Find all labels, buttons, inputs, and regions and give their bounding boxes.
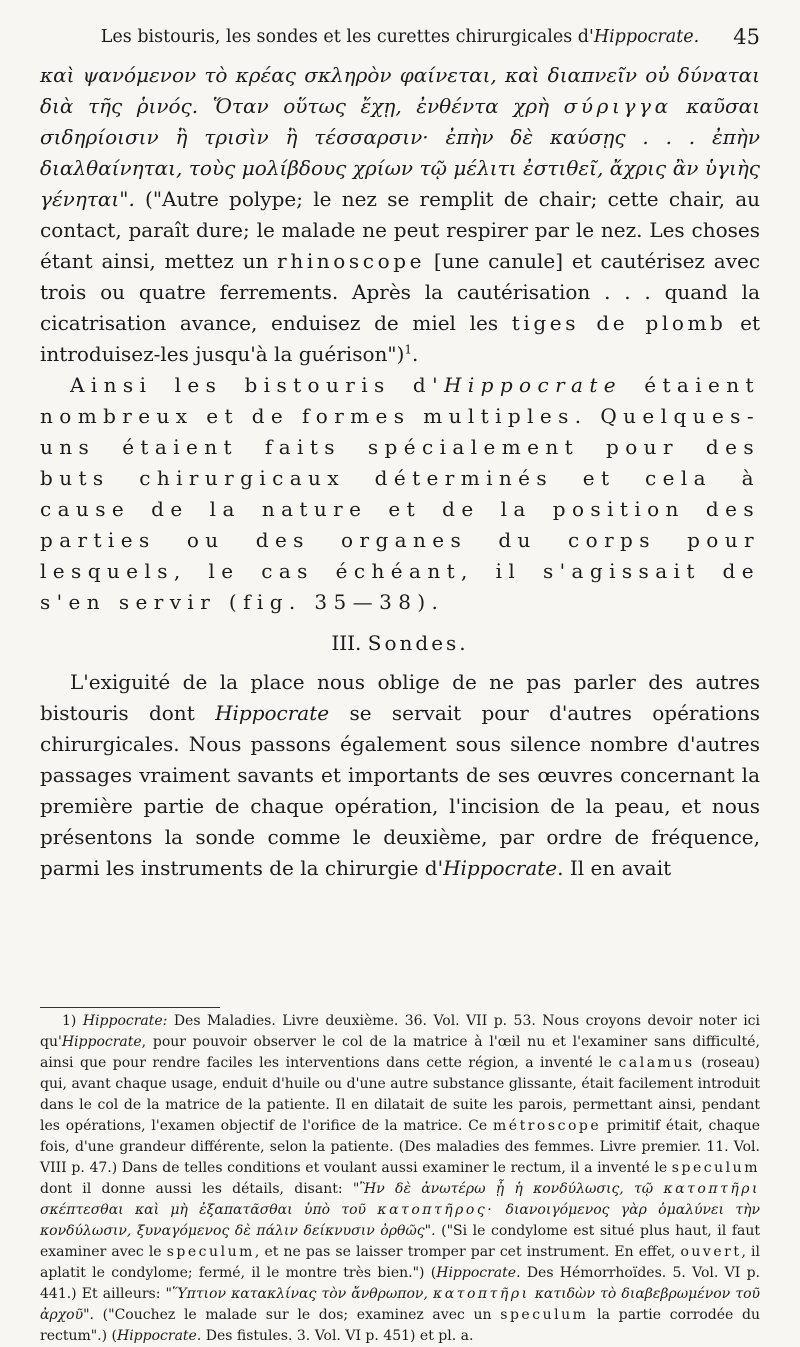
main-text [40,60,760,884]
french-translation: [une canule] et cautérisez avec trois ou quatre ferrements. Après la cautérisation . . . quand la cicatrisation avance, enduisez de miel les [40,249,761,335]
paragraph-sondes: L'exiguité de la place nous oblige de ne pas parler des autres bistouris dont Hippocrate se servait pour d'autres opérations chirurgicales. Nous passons également sous silence nombre d'autres passages vraiment savants et importants de ses œuvres concernant la première partie de chaque opération, l'incision de la peau, et nous présentons la sonde comme le deuxième, par ordre de fréquence, parmi les instruments de la chirurgie d'Hippocrate. Il en avait [40,670,761,880]
running-head [40,20,760,54]
page-number: 45 [733,25,760,49]
footnote-divider [40,1007,220,1008]
spaced-term: tiges de plomb [511,311,727,335]
running-title: Les bistouris, les sondes et les curettes chirurgicales d'Hippocrate. [100,27,700,47]
greek-text: καῦσαι σιδηρίοισιν ἢ τρισὶν ἢ τέσσαρσιν· ἐπὴν δὲ καύσῃς . . . ἐπὴν διαλθαίνηται, τοὺς μολίβδους χρίων τῷ μέλιτι ἐστιθεῖ, ἄχρις ἂν ὑγιὴς γένηται". [40,94,761,211]
footnote-number: 1) [62,1013,77,1029]
greek-spaced-word: σύριγγα [563,94,672,118]
spaced-term: rhinoscope [277,249,426,273]
emphasized-paragraph: Ainsi les bistouris d'Hippocrate étaient nombreux et de formes multiples. Quelques-uns étaient faits spécialement pour des buts chirurgicaux déterminés et cela à cause de la nature et de la position des parties ou des organes du corps pour lesquels, le cas échéant, il s'agissait de s'en servir (fig. 35—38). [40,373,760,614]
footnote: 1) Hippocrate: Des Maladies. Livre deuxième. 36. Vol. VII p. 53. Nous croyons devoir noter ici qu'Hippocrate, pour pouvoir observer le col de la matrice à l'œil nu et l'examiner sans difficulté, ainsi que pour rendre faciles les interventions dans cette région, a inventé le calamus (roseau) qui, avant chaque usage, enduit d'huile ou d'une autre substance glissante, était facilement introduit dans le col de la matrice de la patiente. Il en dilatait de suite les parois, permettant ainsi, pendant les opérations, l'examen objectif de l'orifice de la matrice. Ce métroscope primitif était, chaque fois, d'une grandeur différente, selon la patiente. (Des maladies des femmes. Livre premier. 11. Vol. VIII p. 47.) Dans de telles conditions et voulant aussi examiner le rectum, il a inventé le speculum dont il donne aussi les détails, disant: "Ἢν δὲ ἀνωτέρω ᾖ ἡ κονδύλωσις, τῷ κατοπτῆρι σκέπτεσθαι καὶ μὴ ἐξαπατᾶσθαι ὑπὸ τοῦ κατοπτῆρος· διανοιγόμενος γὰρ ὁμαλύνει τὴν κονδύλωσιν, ξυναγόμενος δὲ πάλιν δείκνυσιν ὀρθῶς". ("Si le condylome est situé plus haut, il faut examiner avec le speculum, et ne pas se laisser tromper par cet instrument. En effet, ouvert, il aplatit le condylome; fermé, il le montre très bien.") (Hippocrate. Des Hémorrhoïdes. 5. Vol. VI p. 441.) Et ailleurs: "Ὕπτιον κατακλίνας τὸν ἄνθρωπον, κατοπτῆρι κατιδὼν τὸ διαβεβρωμένον τοῦ ἀρχοῦ". ("Couchez le malade sur le dos; examinez avec un speculum la partie corrodée du rectum".) (Hippocrate. Des fistules. 3. Vol. VI p. 451) et pl. a. [40,1013,761,1344]
greek-text: καὶ ψανόμενον τὸ κρέας σκληρὸν φαίνεται, καὶ διαπνεῖν οὐ δύναται διὰ τῆς ῥινός. Ὅταν οὕτως ἔχῃ, ἐνθέντα χρὴ [40,63,760,118]
section-heading: III. Sondes. [331,631,469,655]
paragraph-greek-quote: καὶ ψανόμενον τὸ κρέας σκληρὸν φαίνεται, καὶ διαπνεῖν οὐ δύναται διὰ τῆς ῥινός. Ὅταν οὕτως ἔχῃ, ἐνθέντα χρὴ σύριγγα καῦσαι σιδηρίοισιν ἢ τρισὶν ἢ τέσσαρσιν· ἐπὴν δὲ καύσῃς . . . ἐπὴν διαλθαίνηται, τοὺς μολίβδους χρίων τῷ μέλιτι ἐστιθεῖ, ἄχρις ἂν ὑγιὴς γένηται". ("Autre polype; le nez se remplit de chair; cette chair, au contact, paraît dure; le malade ne peut respirer par le nez. Les choses étant ainsi, mettez un rhinoscope [une canule] et cautérisez avec trois ou quatre ferrements. Après la cautérisation . . . quand la cicatrisation avance, enduisez de miel les tiges de plomb et introduisez-les jusqu'à la guérison")$^1$. [40,63,761,366]
french-translation: ("Autre polype; le nez se remplit de chair; cette chair, au contact, paraît dure; le malade ne peut respirer par le nez. Les choses étant ainsi, mettez un [40,187,760,273]
french-translation: et introduisez-les jusqu'à la guérison") [40,311,760,366]
footnote-ref: 1 [404,342,413,357]
